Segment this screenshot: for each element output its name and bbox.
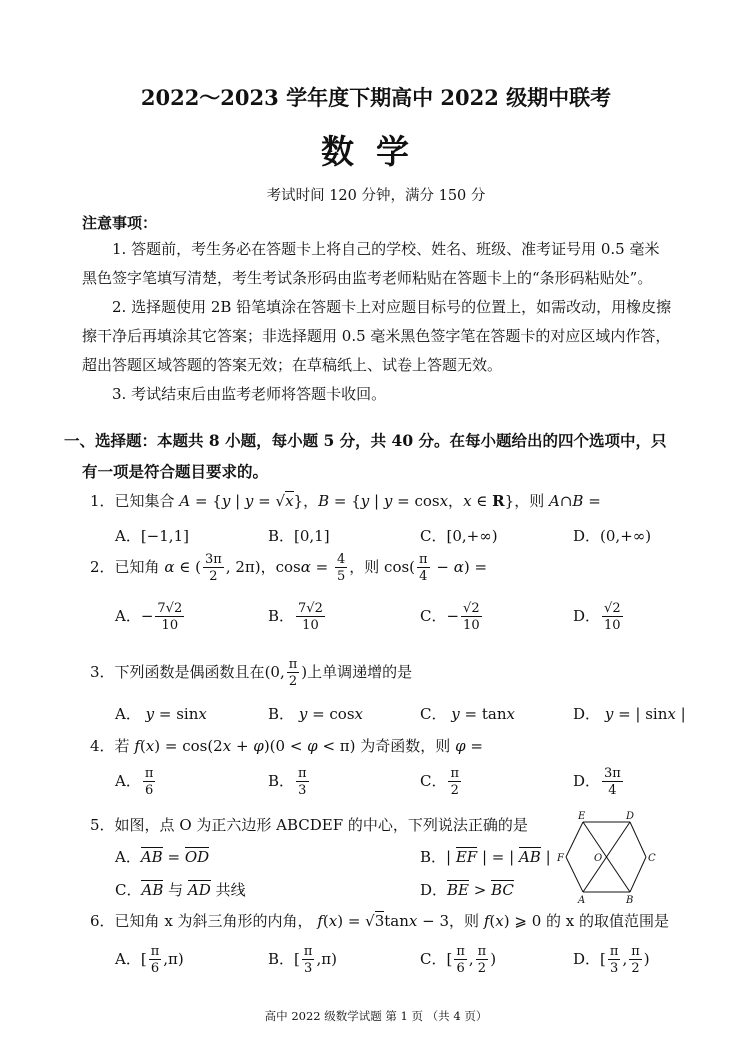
hexagon-figure bbox=[556, 810, 666, 905]
exam-title: 2022～2023 学年度下期高中 2022 级期中联考 bbox=[140, 85, 612, 110]
q4-option-a: A． $\frac{\pi}{6}$ bbox=[115, 766, 154, 798]
section-heading: 一、选择题：本题共 8 小题，每小题 5 分，共 40 分。在每小题给出的四个选项中，只有一项是符合题目要求的。 bbox=[64, 431, 667, 481]
question-4: 4．若 f(x) = cos(2x + φ)(0 < φ < π) 为奇函数，则 φ = bbox=[90, 737, 483, 755]
note-item: 2. 选择题使用 2B 铅笔填涂在答题卡上对应题目标号的位置上，如需改动，用橡皮擦擦干净后再填涂其它答案；非选择题用 0.5 毫米黑色签字笔在答题卡的对应区域内作答，超出答题区域答题的答案无效；在草稿纸上、试卷上答题无效。 bbox=[82, 298, 672, 374]
q5-option-c: C．AB 与 AD 共线 bbox=[115, 881, 246, 899]
note-item: 3. 考试结束后由监考老师将答题卡收回。 bbox=[112, 385, 387, 403]
q2-option-d: D． $\frac{√2}{10}$ bbox=[573, 601, 621, 633]
q5-option-b: B．| EF | = | AB | bbox=[420, 848, 551, 866]
q6-option-d: D．[ $\frac{\pi}{3}$ , $\frac{\pi}{2}$ ) bbox=[573, 944, 650, 976]
q6-option-b: B．[ $\frac{\pi}{3}$ ,π) bbox=[268, 944, 337, 976]
q2-option-a: A．− $\frac{7√2}{10}$ bbox=[115, 601, 183, 633]
label-b: B bbox=[626, 895, 634, 905]
q5-option-d: D．BE > BC bbox=[420, 881, 514, 899]
q5-option-a: A．AB = OD bbox=[115, 848, 210, 866]
q4-option-b: B． $\frac{\pi}{3}$ bbox=[268, 766, 307, 798]
exam-info: 考试时间 120 分钟，满分 150 分 bbox=[266, 188, 486, 204]
q1-option-c: C．[0,+∞) bbox=[420, 527, 498, 545]
q6-option-a: A．[ $\frac{\pi}{6}$ ,π) bbox=[115, 944, 184, 976]
question-1: 1．已知集合 A = {y | y = √x}，B = {y | y = cosx，x ∈ R}，则 A∩B = bbox=[90, 492, 601, 510]
q3-option-a: A． y = sinx bbox=[115, 705, 207, 723]
question-6: 6．已知角 x 为斜三角形的内角， f(x) = √3tanx − 3，则 f(x) ⩾ 0 的 x 的取值范围是 bbox=[90, 912, 670, 930]
label-o: O bbox=[594, 853, 603, 864]
question-3: 3．下列函数是偶函数且在(0, $\frac{\pi}{2}$ )上单调递增的是 bbox=[90, 657, 413, 689]
label-d: D bbox=[626, 811, 635, 822]
page-footer: 高中 2022 级数学试题 第 1 页 （共 4 页） bbox=[264, 1009, 488, 1023]
note-item: 1. 答题前，考生务必在答题卡上将自己的学校、姓名、班级、准考证号用 0.5 毫米黑色签字笔填写清楚，考生考试条形码由监考老师粘贴在答题卡上的“条形码粘贴处”。 bbox=[82, 240, 660, 287]
q4-option-c: C． $\frac{\pi}{2}$ bbox=[420, 766, 460, 798]
label-a: A bbox=[578, 895, 586, 905]
label-f: F bbox=[557, 853, 564, 864]
question-5: 5．如图，点 O 为正六边形 ABCDEF 的中心，下列说法正确的是 bbox=[90, 816, 528, 834]
notes-heading: 注意事项： bbox=[82, 214, 158, 232]
label-e: E bbox=[578, 811, 586, 822]
question-2: 2．已知角 α ∈ ( $\frac{3\pi}{2}$ , 2π)，cosα = $\frac{4}{5}$ ，则 cos( $\frac{\pi}{4}$ − α) = bbox=[90, 552, 488, 584]
q6-option-c: C．[ $\frac{\pi}{6}$ , $\frac{\pi}{2}$ ) bbox=[420, 944, 497, 976]
q1-option-b: B．[0,1] bbox=[268, 527, 330, 545]
q2-option-b: B． $\frac{7√2}{10}$ bbox=[268, 601, 323, 633]
q1-option-a: A．[−1,1] bbox=[115, 527, 189, 545]
label-c: C bbox=[648, 853, 656, 864]
subject-title: 数学 bbox=[321, 132, 431, 171]
q1-option-d: D．(0,+∞) bbox=[573, 527, 652, 545]
q2-option-c: C．− $\frac{√2}{10}$ bbox=[420, 601, 480, 633]
q3-option-b: B． y = cosx bbox=[268, 705, 363, 723]
q3-option-d: D． y = | sinx | bbox=[573, 705, 686, 723]
q3-option-c: C． y = tanx bbox=[420, 705, 515, 723]
q4-option-d: D． $\frac{3\pi}{4}$ bbox=[573, 766, 621, 798]
